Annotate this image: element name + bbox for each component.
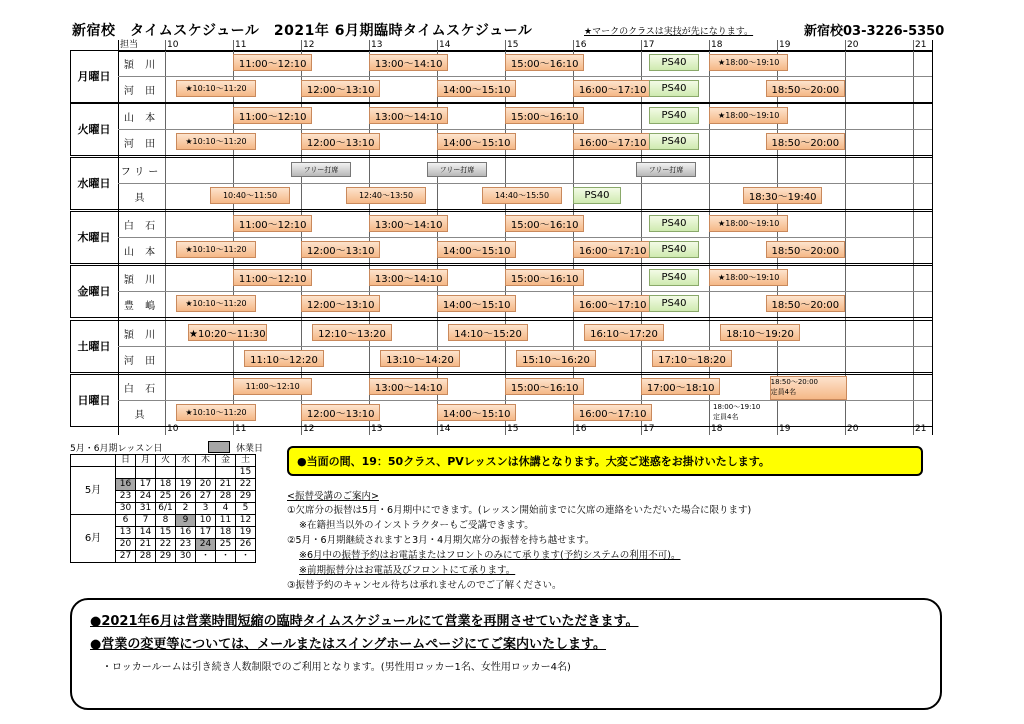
lesson-slot[interactable]: 14:40〜15:50 — [482, 187, 561, 204]
lesson-slot[interactable]: 14:00〜15:10 — [437, 404, 516, 421]
lesson-slot[interactable]: 16:00〜17:10 — [573, 80, 652, 97]
lesson-time: 18:00〜19:10 — [713, 403, 761, 411]
lesson-slot[interactable]: 11:00〜12:10 — [233, 107, 312, 124]
calendar-day: 29 — [156, 551, 176, 563]
day-label: 土曜日 — [77, 340, 111, 353]
page-title: 新宿校 タイムスケジュール 2021年 6月期臨時タイムスケジュール — [72, 23, 533, 39]
lesson-slot[interactable]: ★18:00〜19:10 — [709, 269, 788, 286]
calendar-day: 8 — [156, 515, 176, 527]
ps40-lesson[interactable]: PS40 — [649, 215, 699, 232]
instructor-name: 河 田 — [123, 138, 160, 150]
capacity-note: 定員4名 — [770, 388, 797, 396]
row-divider — [118, 183, 932, 184]
hour-tick-bottom: 10 — [167, 424, 179, 434]
lesson-time: 18:50〜20:00 — [770, 378, 819, 386]
hour-tick-top: 21 — [915, 40, 927, 50]
calendar-day: 29 — [236, 491, 256, 503]
guide-line-2: ※在籍担当以外のインストラクターもご受講できます。 — [299, 520, 534, 531]
guide-line-1: ①欠席分の振替は5月・6月期中にできます。(レッスン開始前までに欠席の連絡をいただいた場合に限ります) — [287, 505, 752, 516]
hour-tick-top: 19 — [779, 40, 791, 50]
hour-tick-top: 16 — [575, 40, 587, 50]
lesson-slot[interactable]: 16:10〜17:20 — [584, 324, 663, 341]
holiday-legend-swatch — [208, 441, 230, 453]
hour-tick-bottom: 12 — [303, 424, 315, 434]
guide-line-6: ③振替予約のキャンセル待ちは承れませんのでご了解ください。 — [287, 580, 562, 591]
ps40-lesson[interactable]: PS40 — [649, 133, 699, 150]
row-divider — [118, 346, 932, 347]
lesson-slot[interactable]: 11:00〜12:10 — [233, 378, 312, 395]
hour-tick-top: 13 — [371, 40, 383, 50]
calendar-day: 20 — [116, 539, 136, 551]
lesson-slot[interactable]: 14:10〜15:20 — [448, 324, 527, 341]
lesson-slot[interactable]: 12:10〜13:20 — [312, 324, 391, 341]
calendar-day: 10 — [196, 515, 216, 527]
lesson-slot[interactable]: 17:00〜18:10 — [641, 378, 720, 395]
hour-tick-bottom: 15 — [507, 424, 519, 434]
lesson-slot[interactable]: ★10:10〜11:20 — [176, 295, 255, 312]
instructor-name: フリー — [120, 166, 163, 178]
lesson-note-slot[interactable] — [713, 402, 788, 424]
calendar-day: 18 — [216, 527, 236, 539]
lesson-slot[interactable]: 13:00〜14:10 — [369, 107, 448, 124]
guide-line-5: ※前期振替分はお電話及びフロントにて承ります。 — [299, 565, 516, 576]
instructor-name: 頴 川 — [123, 274, 160, 286]
guide-title: <振替受講のご案内> — [287, 491, 379, 502]
lesson-slot[interactable]: 16:00〜17:10 — [573, 241, 652, 258]
lesson-slot[interactable]: 15:10〜16:20 — [516, 350, 595, 367]
calendar-title: 5月・6月期レッスン日 — [70, 444, 163, 454]
instructor-name: 河 田 — [123, 355, 160, 367]
lesson-slot[interactable]: 12:40〜13:50 — [346, 187, 425, 204]
lesson-slot[interactable]: ★18:00〜19:10 — [709, 215, 788, 232]
weekday-header: 月 — [136, 455, 156, 467]
instructor-name: 豊 嶋 — [123, 300, 160, 312]
calendar-day: 21 — [136, 539, 156, 551]
lesson-slot[interactable]: 11:00〜12:10 — [233, 215, 312, 232]
lesson-slot[interactable]: 15:00〜16:10 — [505, 215, 584, 232]
lesson-slot[interactable]: 17:10〜18:20 — [652, 350, 731, 367]
calendar-day: 9 — [176, 515, 196, 527]
free-practice-slot[interactable]: フリー打席 — [291, 162, 351, 177]
day-label: 木曜日 — [77, 231, 111, 244]
calendar-day — [176, 467, 196, 479]
calendar-day: 20 — [196, 479, 216, 491]
calendar-day: 19 — [176, 479, 196, 491]
row-divider — [118, 291, 932, 292]
instructor-name: 頴 川 — [123, 59, 160, 71]
lesson-slot[interactable]: 14:00〜15:10 — [437, 295, 516, 312]
hour-tick-bottom: 11 — [235, 424, 247, 434]
calendar-day: 27 — [196, 491, 216, 503]
lesson-slot[interactable]: 11:00〜12:10 — [233, 54, 312, 71]
announcement-box — [70, 598, 942, 710]
calendar-day: 28 — [216, 491, 236, 503]
col-header-label: 担当 — [120, 40, 139, 50]
phone-number: 新宿校03-3226-5350 — [804, 24, 945, 39]
calendar-day: 22 — [236, 479, 256, 491]
calendar-day: 23 — [116, 491, 136, 503]
lesson-slot[interactable]: 13:00〜14:10 — [369, 269, 448, 286]
calendar-day: 14 — [136, 527, 156, 539]
hour-tick-top: 20 — [847, 40, 859, 50]
lesson-slot[interactable]: ★10:10〜11:20 — [176, 241, 255, 258]
lesson-slot[interactable]: 12:00〜13:10 — [301, 241, 380, 258]
calendar-day: 27 — [116, 551, 136, 563]
calendar-day — [136, 467, 156, 479]
instructor-name: 具 — [134, 192, 149, 204]
star-note: ★マークのクラスは実技が先になります。 — [584, 27, 754, 37]
calendar-day: 31 — [136, 503, 156, 515]
calendar-day: 25 — [156, 491, 176, 503]
lesson-slot[interactable]: ★18:00〜19:10 — [709, 54, 788, 71]
hour-tick-top: 10 — [167, 40, 179, 50]
lesson-slot[interactable]: 16:00〜17:10 — [573, 404, 652, 421]
calendar-day: 15 — [156, 527, 176, 539]
ps40-lesson[interactable]: PS40 — [649, 80, 699, 97]
announcement-line-2: ●営業の変更等については、メールまたはスイングホームページにてご案内いたします。 — [90, 637, 607, 652]
weekday-header: 火 — [156, 455, 176, 467]
lesson-slot[interactable]: ★18:00〜19:10 — [709, 107, 788, 124]
calendar-month-label: 6月 — [71, 515, 116, 563]
lesson-slot[interactable]: 11:10〜12:20 — [244, 350, 323, 367]
calendar-table — [70, 454, 256, 563]
calendar-day: 25 — [216, 539, 236, 551]
calendar-day: 13 — [116, 527, 136, 539]
lesson-slot[interactable]: 12:00〜13:10 — [301, 80, 380, 97]
calendar-day: 17 — [136, 479, 156, 491]
instructor-name: 山 本 — [123, 246, 160, 258]
lesson-slot[interactable]: 18:50〜20:00 — [766, 295, 845, 312]
calendar-day: 26 — [236, 539, 256, 551]
row-divider — [118, 76, 932, 77]
guide-line-4: ※6月中の振替予約はお電話またはフロントのみにて承ります(予約システムの利用不可)。 — [299, 550, 681, 561]
calendar-day: 5 — [236, 503, 256, 515]
lesson-slot[interactable]: 13:00〜14:10 — [369, 378, 448, 395]
lesson-slot[interactable]: ★10:10〜11:20 — [176, 133, 255, 150]
calendar-day: 7 — [136, 515, 156, 527]
row-divider — [118, 400, 932, 401]
lesson-slot[interactable]: 14:00〜15:10 — [437, 133, 516, 150]
lesson-slot[interactable]: 16:00〜17:10 — [573, 133, 652, 150]
calendar-day: 2 — [176, 503, 196, 515]
calendar-day: 6 — [116, 515, 136, 527]
hour-tick-bottom: 20 — [847, 424, 859, 434]
calendar-day: 16 — [116, 479, 136, 491]
lesson-slot[interactable]: ★10:10〜11:20 — [176, 404, 255, 421]
calendar-day: ・ — [216, 551, 236, 563]
instructor-name: 頴 川 — [123, 329, 160, 341]
calendar-day: 16 — [176, 527, 196, 539]
free-practice-slot[interactable]: フリー打席 — [427, 162, 487, 177]
calendar-month-label: 5月 — [71, 467, 116, 515]
holiday-legend-label: 休業日 — [236, 444, 264, 454]
instructor-name: 白 石 — [123, 383, 160, 395]
lesson-slot[interactable]: 18:50〜20:00 — [766, 241, 845, 258]
instructor-name: 具 — [134, 409, 149, 421]
announcement-line-1: ●2021年6月は営業時間短縮の臨時タイムスケジュールにて営業を再開させていただきます。 — [90, 614, 639, 629]
weekday-header: 水 — [176, 455, 196, 467]
lesson-slot[interactable]: 15:00〜16:10 — [505, 269, 584, 286]
hour-tick-bottom: 19 — [779, 424, 791, 434]
calendar-day: 28 — [136, 551, 156, 563]
calendar-day: ・ — [196, 551, 216, 563]
hour-tick-top: 12 — [303, 40, 315, 50]
calendar-day: 26 — [176, 491, 196, 503]
ps40-lesson[interactable]: PS40 — [649, 54, 699, 71]
calendar-corner — [71, 455, 116, 467]
calendar-day — [156, 467, 176, 479]
weekday-header: 木 — [196, 455, 216, 467]
calendar-day: 17 — [196, 527, 216, 539]
notice-banner: ●当面の間、19：50クラス、PVレッスンは休講となります。大変ご迷惑をお掛けいたします。 — [287, 446, 923, 476]
calendar-day: 24 — [196, 539, 216, 551]
calendar-day: 22 — [156, 539, 176, 551]
lesson-slot[interactable]: 12:00〜13:10 — [301, 295, 380, 312]
lesson-slot[interactable]: 18:50〜20:00 — [766, 133, 845, 150]
announcement-line-3: ・ロッカールームは引き続き人数制限でのご利用となります。(男性用ロッカー1名、女性用ロッカー4名) — [102, 662, 571, 673]
lesson-slot[interactable]: ★10:10〜11:20 — [176, 80, 255, 97]
calendar-day: 23 — [176, 539, 196, 551]
lesson-slot[interactable]: ★10:20〜11:30 — [188, 324, 267, 341]
lesson-slot[interactable]: 13:00〜14:10 — [369, 215, 448, 232]
lesson-slot[interactable]: 18:50〜20:00 — [766, 80, 845, 97]
ps40-lesson[interactable]: PS40 — [649, 269, 699, 286]
hour-tick-bottom: 17 — [643, 424, 655, 434]
guide-line-3: ②5月・6月期継続されますと3月・4月期欠席分の振替を持ち越せます。 — [287, 535, 595, 546]
hour-tick-top: 18 — [711, 40, 723, 50]
day-label: 火曜日 — [77, 123, 111, 136]
day-label: 日曜日 — [77, 394, 111, 407]
hour-tick-bottom: 14 — [439, 424, 451, 434]
hour-tick-top: 14 — [439, 40, 451, 50]
ps40-lesson[interactable]: PS40 — [573, 187, 621, 204]
lesson-note-slot[interactable] — [770, 376, 847, 400]
lesson-slot[interactable]: 11:00〜12:10 — [233, 269, 312, 286]
lesson-slot[interactable]: 15:00〜16:10 — [505, 54, 584, 71]
calendar-day — [216, 467, 236, 479]
instructor-name: 河 田 — [123, 85, 160, 97]
lesson-slot[interactable]: 15:00〜16:10 — [505, 378, 584, 395]
calendar-day: 12 — [236, 515, 256, 527]
day-label: 月曜日 — [77, 70, 111, 83]
weekday-header: 日 — [116, 455, 136, 467]
calendar-day: 30 — [176, 551, 196, 563]
weekday-header: 金 — [216, 455, 236, 467]
lesson-slot[interactable]: 12:00〜13:10 — [301, 133, 380, 150]
lesson-slot[interactable]: 12:00〜13:10 — [301, 404, 380, 421]
calendar-day: 18 — [156, 479, 176, 491]
hour-tick-top: 15 — [507, 40, 519, 50]
calendar-day: 4 — [216, 503, 236, 515]
free-practice-slot[interactable]: フリー打席 — [636, 162, 696, 177]
ps40-lesson[interactable]: PS40 — [649, 241, 699, 258]
calendar-day: 21 — [216, 479, 236, 491]
lesson-slot[interactable]: 13:10〜14:20 — [380, 350, 459, 367]
hour-tick-bottom: 16 — [575, 424, 587, 434]
calendar-day — [116, 467, 136, 479]
hour-tick-top: 17 — [643, 40, 655, 50]
lesson-slot[interactable]: 18:10〜19:20 — [720, 324, 799, 341]
ps40-lesson[interactable]: PS40 — [649, 295, 699, 312]
instructor-name: 白 石 — [123, 220, 160, 232]
day-label: 水曜日 — [77, 177, 111, 190]
lesson-slot[interactable]: 14:00〜15:10 — [437, 241, 516, 258]
lesson-slot[interactable]: 10:40〜11:50 — [210, 187, 289, 204]
day-label: 金曜日 — [77, 285, 111, 298]
lesson-slot[interactable]: 16:00〜17:10 — [573, 295, 652, 312]
hour-tick-bottom: 18 — [711, 424, 723, 434]
weekday-header: 土 — [236, 455, 256, 467]
calendar-day: 11 — [216, 515, 236, 527]
calendar-day — [196, 467, 216, 479]
lesson-slot[interactable]: 13:00〜14:10 — [369, 54, 448, 71]
row-divider — [118, 129, 932, 130]
calendar-day: 15 — [236, 467, 256, 479]
hour-tick-bottom: 21 — [915, 424, 927, 434]
hour-tick-top: 11 — [235, 40, 247, 50]
calendar-day: 19 — [236, 527, 256, 539]
calendar-day: ・ — [236, 551, 256, 563]
hour-tick-bottom: 13 — [371, 424, 383, 434]
capacity-note: 定員4名 — [713, 413, 739, 421]
lesson-slot[interactable]: 14:00〜15:10 — [437, 80, 516, 97]
calendar-day: 24 — [136, 491, 156, 503]
lesson-slot[interactable]: 18:30〜19:40 — [743, 187, 822, 204]
instructor-name: 山 本 — [123, 112, 160, 124]
calendar-day: 6/1 — [156, 503, 176, 515]
ps40-lesson[interactable]: PS40 — [649, 107, 699, 124]
lesson-slot[interactable]: 15:00〜16:10 — [505, 107, 584, 124]
calendar-day: 30 — [116, 503, 136, 515]
calendar-day: 3 — [196, 503, 216, 515]
row-divider — [118, 237, 932, 238]
